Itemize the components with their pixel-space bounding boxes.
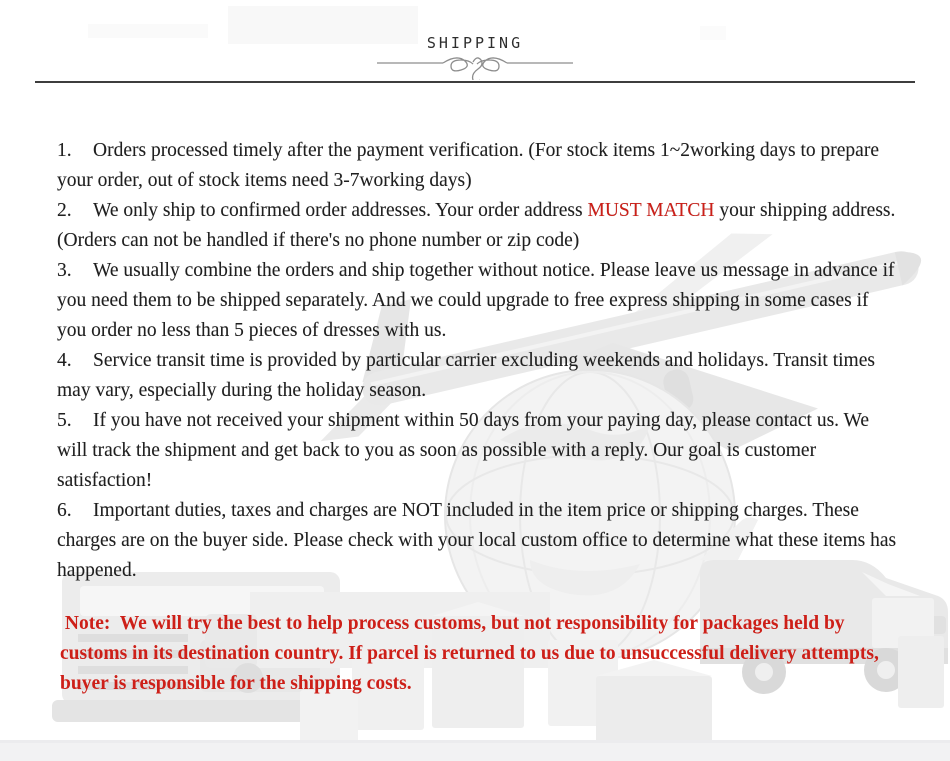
shipping-term-2	[57, 196, 906, 256]
term-text: We usually combine the orders and ship together without notice. Please leave us message in advance if you need them to be shipped separately. And we could upgrade to free express shipping in some cases if you order no less than 5 pieces of dresses with us.	[57, 260, 900, 341]
section-title: SHIPPING	[426, 34, 524, 52]
shipping-term-5	[57, 406, 900, 496]
shipping-term-3	[57, 256, 900, 346]
calligraphic-flourish-icon	[375, 54, 575, 80]
header-divider	[35, 81, 915, 83]
term-text: If you have not received your shipment within 50 days from your paying day, please contact us. We will track the shipment and get back to you as soon as possible with a reply. Our goal is customer satisfaction!	[57, 410, 874, 491]
term-number: 1.	[57, 140, 72, 161]
shipping-term-6	[57, 496, 900, 586]
customs-note: Note: We will try the best to help process customs, but not responsibility for packages held by customs in its destination country. If parcel is returned to us due to unsuccessful delivery attempts, buyer is responsible for the shipping costs.	[60, 613, 884, 694]
shipping-terms-list	[57, 136, 906, 699]
term-text: your shipping address. (Orders can not be handled if there's no phone number or zip code)	[57, 200, 906, 251]
term-number: 2.	[57, 200, 72, 221]
term-text: Orders processed timely after the payment verification. (For stock items 1~2working days to prepare your order, out of stock items need 3-7working days)	[57, 140, 884, 191]
term-highlight: MUST MATCH	[587, 200, 715, 221]
term-text: Important duties, taxes and charges are NOT included in the item price or shipping charges. These charges are on the buyer side. Please check with your local custom office to determine what these items has happened.	[57, 500, 902, 581]
shipping-term-1	[57, 136, 900, 196]
shipping-term-4	[57, 346, 900, 406]
term-number: 5.	[57, 410, 72, 431]
section-header	[0, 0, 950, 83]
term-text: Service transit time is provided by particular carrier excluding weekends and holidays. Transit times may vary, especially during the holiday season.	[57, 350, 880, 401]
term-text: We only ship to confirmed order addresses. Your order address	[93, 200, 588, 221]
term-number: 4.	[57, 350, 72, 371]
term-number: 6.	[57, 500, 72, 521]
term-number: 3.	[57, 260, 72, 281]
